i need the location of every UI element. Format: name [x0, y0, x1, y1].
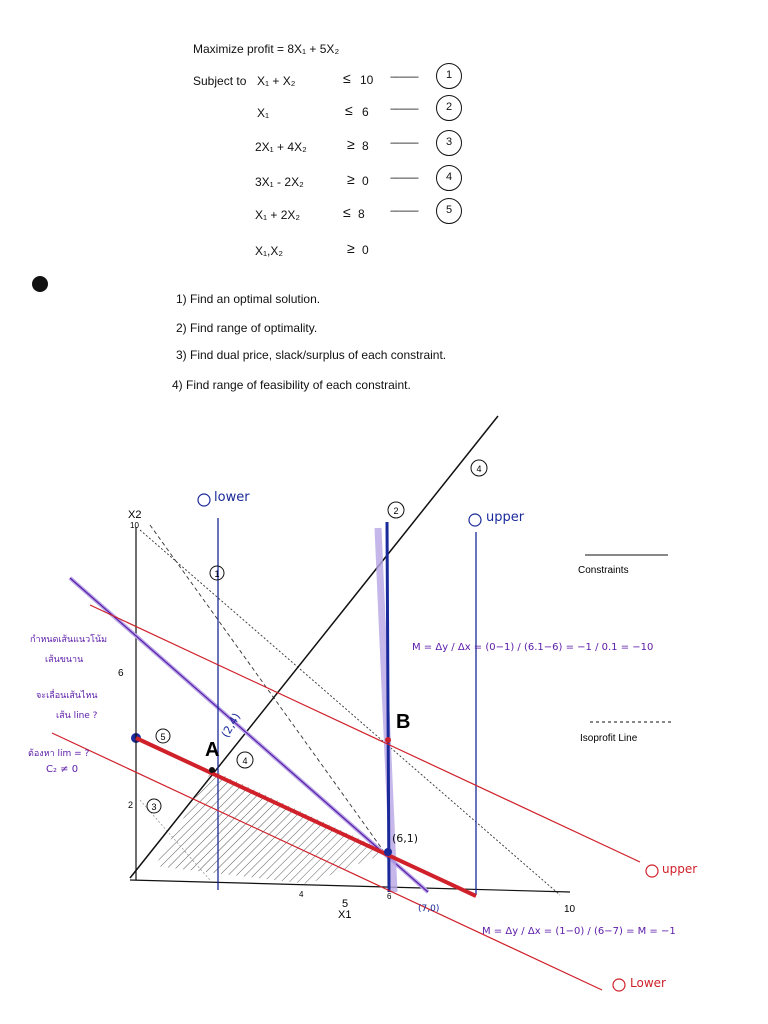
point-a-label: A	[205, 739, 220, 761]
leader-dash: ------------	[390, 138, 418, 149]
svg-text:2: 2	[393, 506, 399, 516]
point-b-label: B	[396, 711, 411, 733]
y-tick-10: 10	[130, 521, 139, 530]
constraint-2-line	[387, 522, 389, 892]
constraint-3-rhs: 8	[362, 139, 369, 153]
constraint-3-number: 3	[436, 130, 462, 156]
intersection-marker	[385, 737, 391, 743]
circle-label-2	[388, 502, 404, 518]
y-tick-2: 2	[128, 800, 134, 810]
nonneg-lhs: X₁,X₂	[255, 244, 284, 258]
svg-text:5: 5	[160, 732, 166, 742]
circle-label-1	[210, 566, 224, 580]
legend-isoprofit-label: Isoprofit Line	[580, 733, 638, 744]
x-tick-6: 6	[387, 892, 392, 901]
constraint-3-lhs: 2X₁ + 4X₂	[255, 140, 307, 154]
x-tick-5: 5	[342, 898, 349, 910]
constraint-2-lhs: X₁	[257, 106, 270, 120]
question-3: 3) Find dual price, slack/surplus of each constraint.	[176, 348, 447, 362]
circle-label-4-mid	[237, 752, 253, 768]
thai-note-4: เส้น line ?	[56, 711, 98, 721]
nonneg-sign: ≥	[347, 240, 355, 256]
constraint-1-number: 1	[436, 63, 462, 89]
c2-note: C₂ ≠ 0	[46, 764, 79, 775]
circle-label-4-top	[471, 460, 487, 476]
constraint-1-sign: ≤	[343, 70, 351, 86]
circled-1-lower-mark	[198, 494, 210, 506]
isoprofit-upper-label: upper	[662, 862, 698, 876]
constraint-2-rhs: 6	[362, 105, 369, 119]
ink-blot	[32, 276, 48, 292]
leader-dash: ------------	[390, 104, 418, 115]
circle-label-3	[147, 799, 161, 813]
constraint-5-rhs: 8	[358, 207, 365, 221]
question-1: 1) Find an optimal solution.	[176, 292, 321, 306]
constraint-1-lhs: X₁ + X₂	[257, 74, 296, 88]
point-b-marker	[384, 848, 392, 856]
thai-note-2: เส้นขนาน	[45, 655, 84, 665]
constraint-1-rhs: 10	[360, 73, 374, 87]
circle-label-5	[156, 729, 170, 743]
question-4: 4) Find range of feasibility of each constraint.	[172, 378, 411, 392]
constraint-1-lower-label: lower	[214, 490, 250, 505]
point-a-marker	[209, 767, 215, 773]
constraint-3-sign: ≥	[347, 136, 355, 152]
thai-note-3: จะเลื่อนเส้นไหน	[36, 691, 98, 701]
circled-5-upper-mark	[646, 865, 658, 877]
constraint-5-number: 5	[436, 198, 462, 224]
leader-dash: ------------	[390, 173, 418, 184]
thai-note-5: ต้องหา lim = ?	[28, 749, 90, 759]
constraint-2-upper-label: upper	[486, 510, 525, 525]
constraint-4-lhs: 3X₁ - 2X₂	[255, 175, 304, 189]
svg-text:3: 3	[151, 802, 157, 812]
subject-to-label: Subject to	[193, 74, 247, 88]
constraint-4-number: 4	[436, 165, 462, 191]
circled-2-upper-mark	[469, 514, 481, 526]
x-tick-4: 4	[299, 890, 304, 899]
constraint-4-rhs: 0	[362, 174, 369, 188]
svg-text:4: 4	[242, 756, 248, 766]
point-b-coordinate: (6,1)	[392, 832, 419, 845]
question-2: 2) Find range of optimality.	[176, 321, 318, 335]
point-a-coordinate: (2,4)	[218, 710, 244, 740]
y-tick-6: 6	[118, 668, 124, 679]
isoprofit-lower-label: Lower	[630, 976, 666, 990]
x-axis-label: X1	[338, 909, 352, 921]
nonneg-rhs: 0	[362, 243, 369, 257]
constraint-2-number: 2	[436, 95, 462, 121]
legend-constraints-label: Constraints	[578, 565, 629, 576]
x-axis	[130, 880, 570, 892]
thai-note-1: กำหนดเส้นแนวโน้ม	[30, 635, 108, 645]
slope-calculation-bottom: M = Δy / Δx = (1−0) / (6−7) = M = −1	[482, 926, 676, 937]
constraint-5-sign: ≤	[343, 204, 351, 220]
leader-dash: ------------	[390, 206, 418, 217]
svg-text:1: 1	[214, 569, 220, 579]
objective-text: Maximize profit = 8X₁ + 5X₂	[193, 42, 340, 56]
x-tick-10: 10	[564, 904, 576, 915]
constraint-5-lhs: X₁ + 2X₂	[255, 208, 301, 222]
slope-calculation-top: M = Δy / Δx = (0−1) / (6.1−6) = −1 / 0.1 = −10	[412, 642, 654, 653]
y-axis-label: X2	[128, 509, 142, 521]
svg-text:4: 4	[476, 464, 482, 474]
circled-5-lower-mark	[613, 979, 625, 991]
point-70-coordinate: (7,0)	[418, 904, 440, 914]
constraint-2-sign: ≤	[345, 102, 353, 118]
constraint-4-sign: ≥	[347, 171, 355, 187]
leader-dash: ------------	[390, 72, 418, 83]
